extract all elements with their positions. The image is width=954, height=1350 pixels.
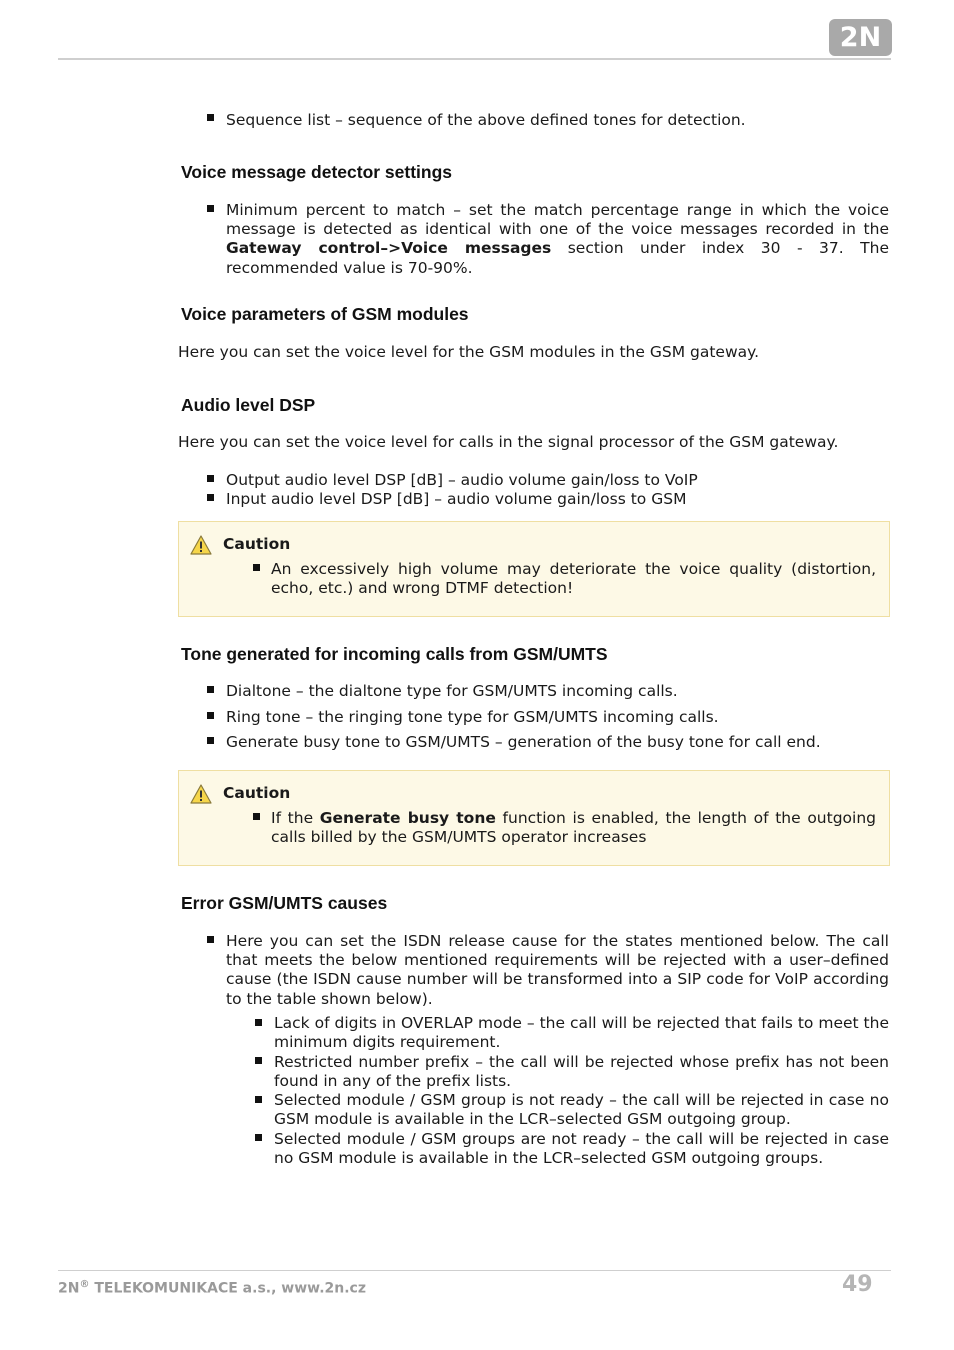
bullet-marker [255, 1134, 262, 1141]
page-number: 49 [842, 1272, 873, 1297]
warning-icon [190, 535, 212, 555]
footer-divider [58, 1270, 891, 1271]
list-item: Input audio level DSP [dB] – audio volume gain/loss to GSM [226, 490, 687, 508]
list-item: Dialtone – the dialtone type for GSM/UMTS incoming calls. [226, 682, 678, 700]
caution-box [178, 521, 890, 617]
list-item: Minimum percent to match – set the match percentage range in which the voice message is detected as identical with one of the voice messages recorded in the Gateway control–>Voice messages section under index 30 - 37. The recommended value is 70-90%. [226, 201, 889, 277]
list-item: Ring tone – the ringing tone type for GSM/UMTS incoming calls. [226, 708, 719, 726]
bullet-marker [253, 813, 260, 820]
list-item: Here you can set the ISDN release cause for the states mentioned below. The call that meets the below mentioned requirements will be rejected with a user–defined cause (the ISDN cause number will be transformed into a SIP code for VoIP according to the table shown below). [226, 932, 889, 1008]
header-divider [58, 58, 891, 60]
bullet-marker [207, 205, 214, 212]
setting-name: Generate busy tone [319, 809, 496, 827]
footer-company: 2N® TELEKOMUNIKACE a.s., www.2n.cz [58, 1279, 366, 1297]
warning-icon [190, 784, 212, 804]
section-heading: Audio level DSP [181, 395, 316, 415]
bullet-marker [255, 1096, 262, 1103]
section-heading: Error GSM/UMTS causes [181, 893, 388, 913]
bullet-marker [207, 686, 214, 693]
bullet-marker [207, 936, 214, 943]
bullet-marker [207, 712, 214, 719]
paragraph: Here you can set the voice level for calls in the signal processor of the GSM gateway. [178, 433, 839, 451]
section-heading: Voice message detector settings [181, 162, 453, 182]
list-item: Generate busy tone to GSM/UMTS – generation of the busy tone for call end. [226, 733, 821, 751]
company-logo: 2N [829, 19, 892, 56]
sub-list-item: Selected module / GSM groups are not ready – the call will be rejected in case no GSM module is available in the LCR–selected GSM outgoing groups. [274, 1130, 889, 1168]
bullet-marker [255, 1019, 262, 1026]
caution-text: If the Generate busy tone function is enabled, the length of the outgoing calls billed by the GSM/UMTS operator increases [271, 809, 876, 847]
list-item: Output audio level DSP [dB] – audio volume gain/loss to VoIP [226, 471, 698, 489]
bullet-marker [207, 494, 214, 501]
list-item: Sequence list – sequence of the above defined tones for detection. [226, 111, 746, 129]
bullet-marker [255, 1057, 262, 1064]
sub-list-item: Lack of digits in OVERLAP mode – the call will be rejected that fails to meet the minimum digits requirement. [274, 1014, 889, 1052]
section-heading: Tone generated for incoming calls from GSM/UMTS [181, 644, 608, 664]
bullet-marker [207, 737, 214, 744]
caution-text: An excessively high volume may deteriorate the voice quality (distortion, echo, etc.) and wrong DTMF detection! [271, 560, 876, 598]
caution-title: Caution [223, 784, 291, 802]
menu-path: Gateway control–>Voice messages [226, 239, 552, 258]
section-heading: Voice parameters of GSM modules [181, 304, 469, 324]
bullet-marker [253, 564, 260, 571]
sub-list-item: Selected module / GSM group is not ready – the call will be rejected in case no GSM module is available in the LCR–selected GSM outgoing group. [274, 1091, 889, 1129]
sub-list-item: Restricted number prefix – the call will be rejected whose prefix has not been found in any of the prefix lists. [274, 1053, 889, 1091]
paragraph: Here you can set the voice level for the GSM modules in the GSM gateway. [178, 343, 760, 361]
bullet-marker [207, 114, 214, 121]
caution-box [178, 770, 890, 866]
caution-title: Caution [223, 535, 291, 553]
bullet-marker [207, 475, 214, 482]
